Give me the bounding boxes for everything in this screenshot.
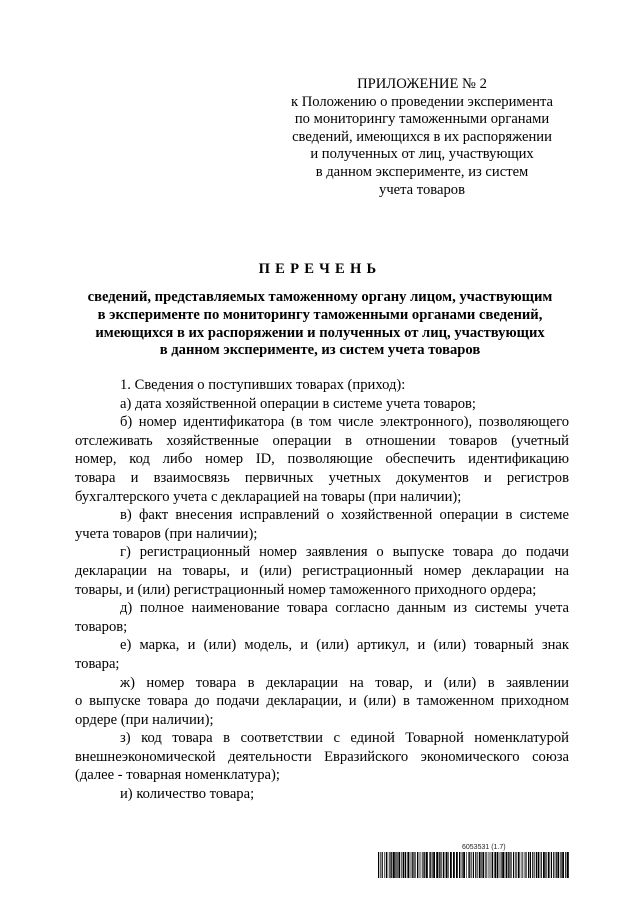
subtitle-line: сведений, представляемых таможенному органу лицом, участвующим: [87, 289, 553, 305]
paragraph: [75, 543, 569, 599]
paragraph-line: г) регистрационный номер заявления о выпуске товара до подачи: [120, 544, 569, 561]
paragraph-line: и) количество товара;: [120, 786, 255, 803]
paragraph-line: а) дата хозяйственной операции в системе учета товаров;: [120, 395, 476, 412]
annex-line: в данном эксперименте, из систем: [315, 163, 529, 180]
paragraph-line: декларации на товары, и (или) регистрационный номер декларации на: [75, 562, 569, 579]
barcode-image: [378, 852, 570, 878]
document-title: ПЕРЕЧЕНЬ: [258, 261, 382, 277]
subtitle-line: в данном эксперименте, из систем учета товаров: [159, 342, 481, 359]
paragraph-line: товары, и (или) регистрационный номер таможенного приходного ордера;: [75, 581, 537, 598]
paragraph-line: (далее - товарная номенклатура);: [75, 767, 280, 784]
paragraph: [75, 674, 569, 730]
paragraph-line: товара;: [75, 655, 120, 672]
paragraph-line: 1. Сведения о поступивших товарах (приход):: [120, 377, 406, 393]
paragraph-line: отслеживать хозяйственные операции в отношении товаров (учетный: [75, 432, 569, 449]
paragraph-line: в) факт внесения исправлений о хозяйственной операции в системе: [120, 507, 569, 524]
paragraph-line: учета товаров (при наличии);: [75, 525, 258, 542]
paragraph-line: о выпуске товара до подачи декларации, и (или) в таможенном приходном: [75, 693, 569, 710]
paragraph: [75, 785, 569, 804]
annex-line: сведений, имеющихся в их распоряжении: [292, 128, 552, 145]
paragraph: [75, 395, 569, 414]
document-subtitle: [60, 289, 580, 360]
paragraph: [75, 636, 569, 673]
paragraph: [75, 506, 569, 543]
annex-line: по мониторингу таможенными органами: [294, 111, 550, 128]
paragraph-line: ордере (при наличии);: [75, 711, 214, 728]
paragraph-line: д) полное наименование товара согласно данным из системы учета: [120, 600, 569, 617]
paragraph-line: номер, код либо номер ID, позволяющие обеспечить идентификацию: [75, 451, 569, 468]
annex-line: к Положению о проведении эксперимента: [291, 93, 553, 110]
paragraph-line: товара и взаимосвязь первичных учетных документов и регистров: [75, 469, 569, 486]
paragraph-line: внешнеэкономической деятельности Евразийского экономического союза: [75, 748, 569, 765]
paragraph: [75, 413, 569, 506]
paragraph-line: б) номер идентификатора (в том числе электронного), позволяющего: [120, 414, 569, 431]
paragraph: [75, 729, 569, 785]
document-body: [75, 376, 569, 804]
paragraph: [75, 599, 569, 636]
document-code: 6053531 (1.7): [462, 844, 506, 851]
paragraph-line: ж) номер товара в декларации на товар, и (или) в заявлении: [120, 674, 569, 691]
paragraph-line: е) марка, и (или) модель, и (или) артикул, и (или) товарный знак: [120, 637, 569, 654]
paragraph-line: з) код товара в соответствии с единой Товарной номенклатурой: [120, 730, 569, 747]
annex-header: ПРИЛОЖЕНИЕ № 2: [357, 76, 487, 92]
paragraph: [75, 376, 569, 395]
subtitle-line: имеющихся в их распоряжении и полученных от лиц, участвующих: [95, 324, 545, 341]
paragraph-line: бухгалтерского учета с декларацией на товары (при наличии);: [75, 488, 462, 505]
paragraph-line: товаров;: [75, 618, 128, 635]
annex-line: и полученных от лиц, участвующих: [310, 146, 534, 163]
annex-line: учета товаров: [379, 181, 465, 198]
subtitle-line: в эксперименте по мониторингу таможенными органами сведений,: [97, 306, 543, 323]
annex-block: [272, 76, 572, 199]
